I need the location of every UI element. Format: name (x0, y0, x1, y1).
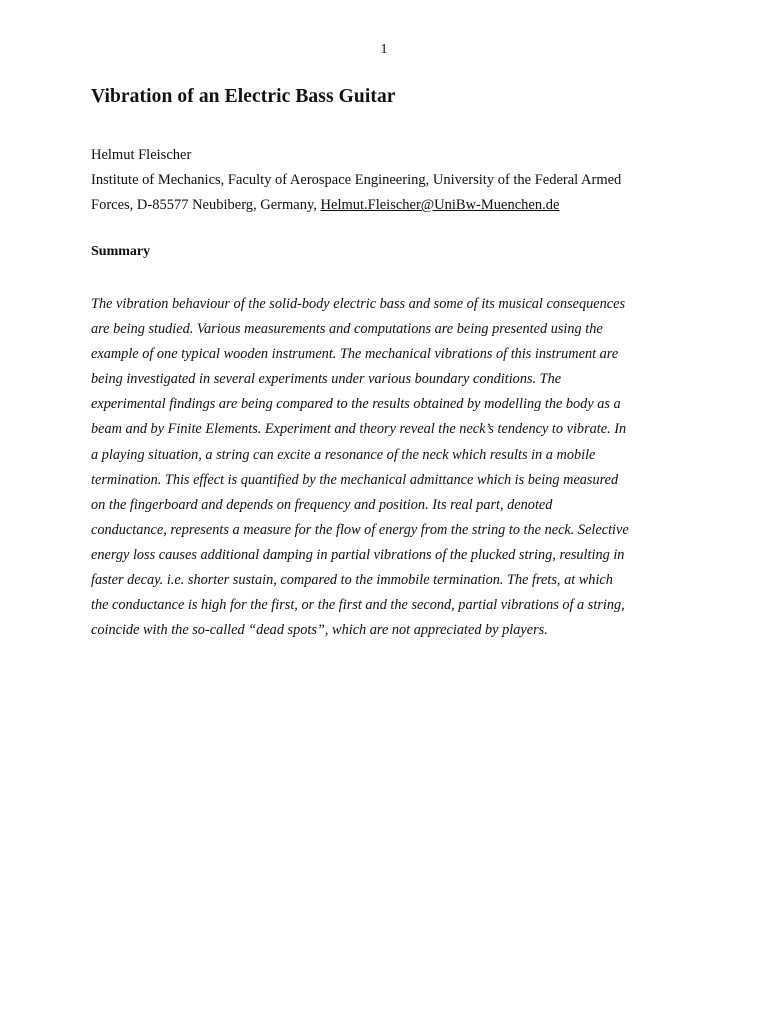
summary-heading: Summary (91, 244, 151, 259)
abstract-line: beam and by Finite Elements. Experiment and theory reveal the neck’s tendency to vibrate. In (91, 421, 627, 438)
abstract-line: are being studied. Various measurements and computations are being presented using the (91, 321, 603, 338)
author-affiliation-line1: Institute of Mechanics, Faculty of Aerospace Engineering, University of the Federal Armed (91, 172, 622, 188)
page-number (0, 42, 768, 58)
abstract-line: a playing situation, a string can excite a resonance of the neck which results in a mobile (91, 446, 596, 463)
abstract-line: energy loss causes additional damping in partial vibrations of the plucked string, resulting in (91, 546, 625, 563)
author-email-link[interactable]: Helmut.Fleischer@UniBw-Muenchen.de (320, 197, 560, 213)
author-name: Helmut Fleischer (91, 147, 192, 163)
page-number-text: 1 (380, 42, 388, 57)
abstract-line: termination. This effect is quantified by the mechanical admittance which is being measured (91, 471, 619, 488)
abstract-line: coincide with the so-called “dead spots”, which are not appreciated by players. (91, 622, 548, 639)
author-affiliation-line2 (91, 193, 681, 218)
author-affiliation-prefix: Forces, D-85577 Neubiberg, Germany, (91, 197, 321, 213)
abstract-line: the conductance is high for the first, or the first and the second, partial vibrations of a string, (91, 597, 625, 614)
abstract-line: experimental findings are being compared to the results obtained by modelling the body as a (91, 396, 621, 413)
abstract-line: being investigated in several experiments under various boundary conditions. The (91, 371, 562, 388)
abstract-line: on the fingerboard and depends on frequency and position. Its real part, denoted (91, 496, 553, 513)
abstract-line: faster decay. i.e. shorter sustain, compared to the immobile termination. The frets, at which (91, 572, 613, 589)
summary-abstract (91, 292, 691, 643)
author-block (91, 143, 681, 218)
abstract-line: example of one typical wooden instrument. The mechanical vibrations of this instrument are (91, 346, 619, 363)
paper-title: Vibration of an Electric Bass Guitar (91, 86, 396, 107)
abstract-line: conductance, represents a measure for the flow of energy from the string to the neck. Selective (91, 521, 629, 538)
abstract-line: The vibration behaviour of the solid-body electric bass and some of its musical consequences (91, 296, 626, 312)
